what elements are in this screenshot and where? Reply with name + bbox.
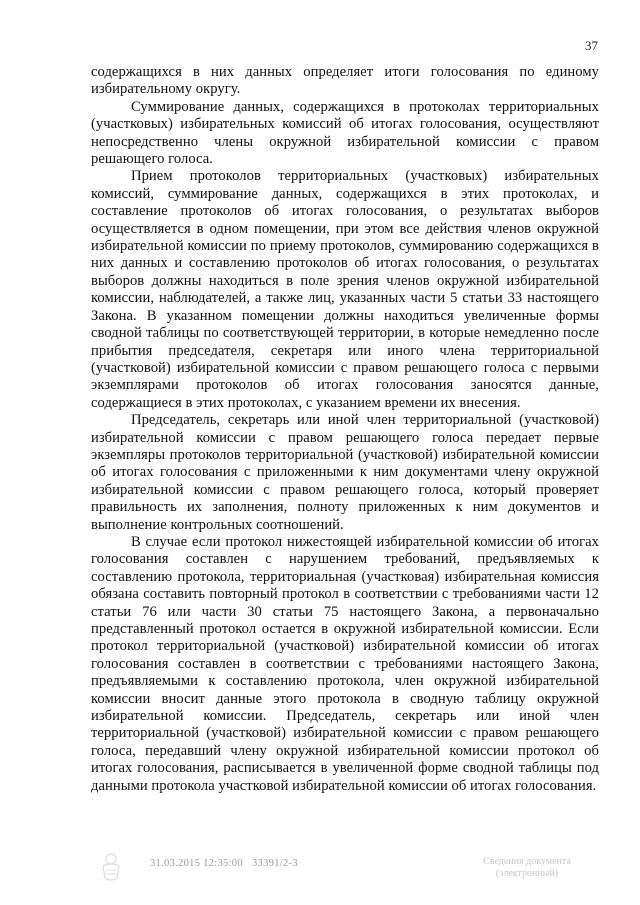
footer-timestamp: 31.03.2015 12:35:00: [150, 858, 243, 869]
page-number: 37: [585, 38, 598, 53]
page-footer: [0, 852, 640, 892]
footer-stamp-line-2: (электронный): [495, 868, 559, 879]
paragraph-reception: Прием протоколов территориальных (участковых) избирательных комиссий, суммирование данных, содержащихся в этих протоколах, и составление протоколов об итогах голосования, о результатах выборов осуществляется в одном помещении, при этом все действия членов окружной избирательной комиссии по приему протоколов, суммированию содержащихся в них данных и составлению протоколов об итогах голосования, о результатах выборов должны находиться в поле зрения членов окружной избирательной комиссии, наблюдателей, а также лиц, указанных части 5 статьи 33 настоящего Закона. В указанном помещении должны находиться увеличенные формы сводной таблицы по соответствующей территории, в которые немедленно после прибытия председателя, секретаря или иного члена территориальной (участковой) избирательной комиссии с правом решающего голоса с первыми экземплярами протоколов об итогах голосования заносятся данные, содержащиеся в этих протоколах, с указанием времени их внесения.: [91, 168, 599, 411]
emblem-icon: [100, 852, 122, 884]
footer-stamp-line-1: Сведения документа: [483, 856, 571, 867]
footer-document-id: 33391/2-3: [252, 858, 298, 869]
paragraph-summation: Суммирование данных, содержащихся в протоколах территориальных (участковых) избирательных комиссий об итогах голосования, осуществляют непосредственно члены окружной избирательной комиссии с правом решающего голоса.: [91, 98, 599, 168]
paragraph-chairman: Председатель, секретарь или иной член территориальной (участковой) избирательной комиссии с правом решающего голоса передает первые экземпляры протоколов территориальной (участковой) избирательной комиссии об итогах голосования с приложенными к ним документами члену окружной избирательной комиссии с правом решающего голоса, который проверяет правильность их заполнения, полноту приложенных к ним документов и выполнение контрольных соотношений.: [91, 412, 599, 533]
footer-stamp: [452, 856, 602, 880]
paragraph-violation: В случае если протокол нижестоящей избирательной комиссии об итогах голосования составлен с нарушением требований, предъявляемых к составлению протокола, территориальная (участковая) избирательная комиссия обязана составить повторный протокол в соответствии с требованиями части 12 статьи 76 или части 30 статьи 75 настоящего Закона, а первоначально представленный протокол остается в окружной избирательной комиссии. Если протокол территориальной (участковой) избирательной комиссии об итогах голосования составлен в соответствии с требованиями настоящего Закона, предъявляемыми к составлению протокола, член окружной избирательной комиссии вносит данные этого протокола в сводную таблицу окружной избирательной комиссии. Председатель, секретарь или иной член территориальной (участковой) избирательной комиссии с правом решающего голоса, передавший члену окружной избирательной комиссии протокол об итогах голосования, расписывается в увеличенной форме сводной таблицы под данными протокола участковой избирательной комиссии об итогах голосования.: [91, 533, 599, 794]
paragraph-continuation: содержащихся в них данных определяет итоги голосования по единому избирательному округу.: [91, 64, 599, 98]
document-body: [91, 64, 599, 795]
